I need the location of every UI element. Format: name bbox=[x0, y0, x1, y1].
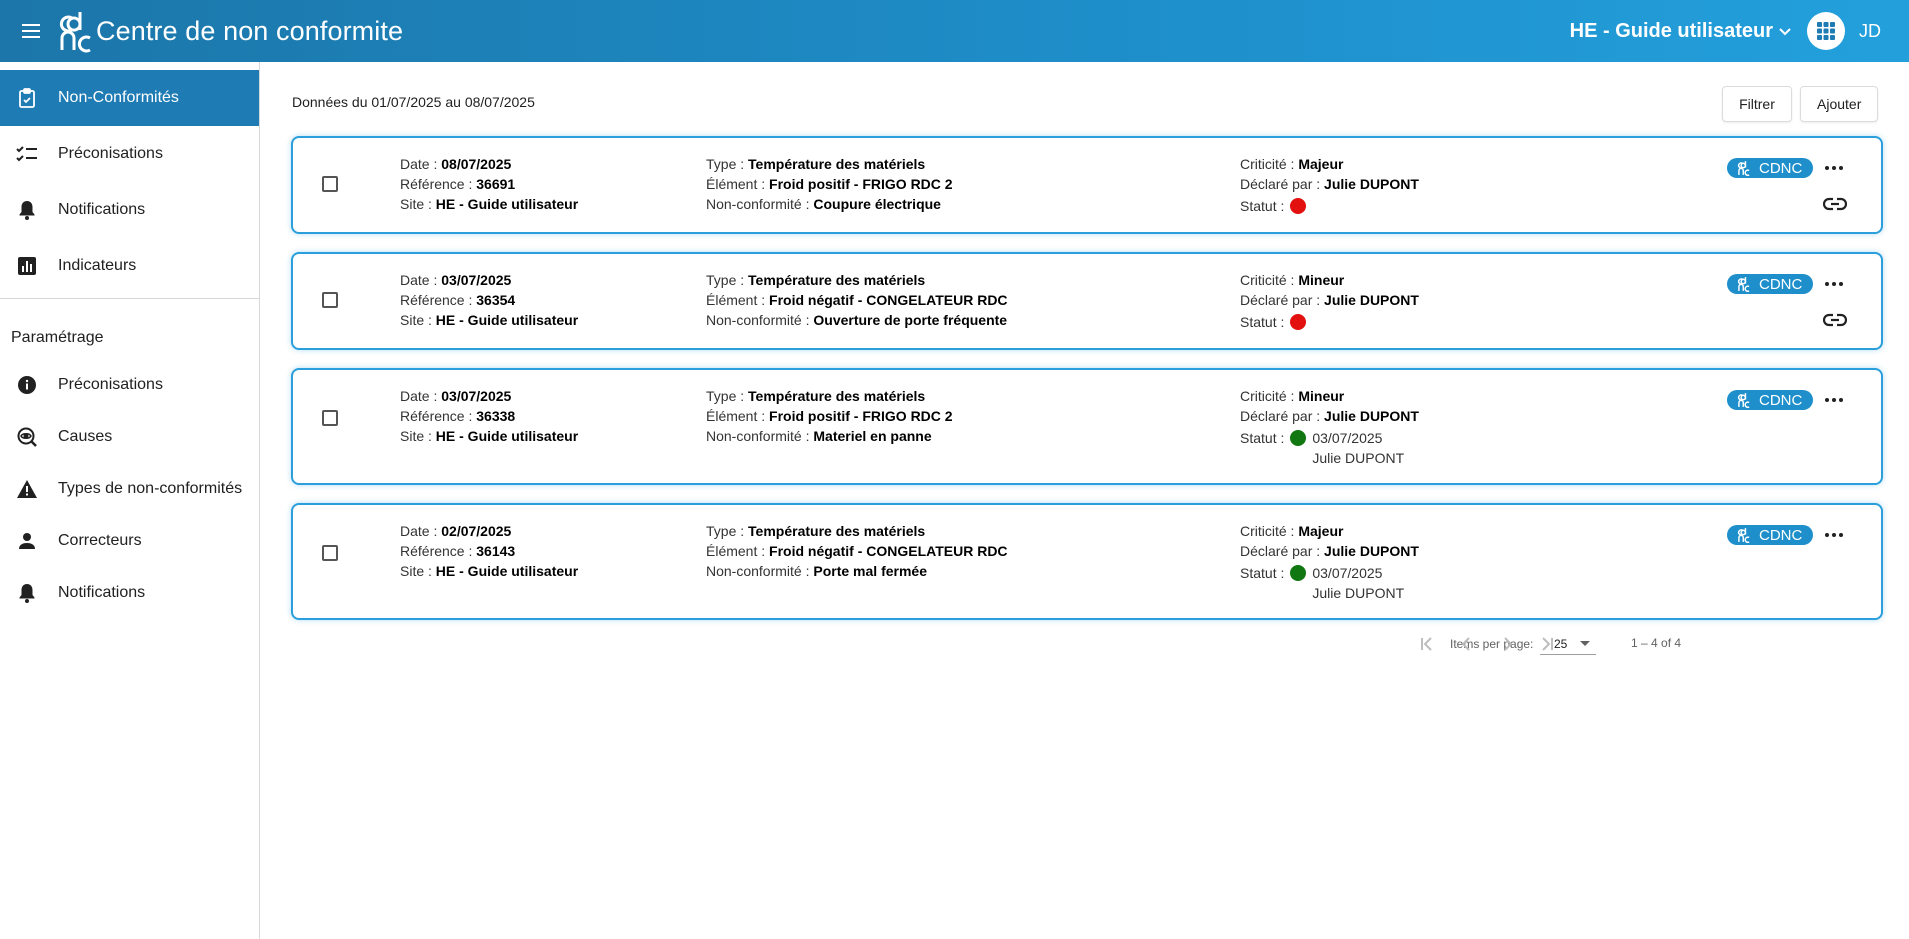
sidebar-item-label: Préconisations bbox=[58, 145, 163, 162]
status-label: Statut : bbox=[1240, 430, 1285, 446]
reference-row bbox=[400, 541, 578, 561]
cdnc-logo-icon bbox=[1737, 392, 1751, 408]
last-page-button[interactable] bbox=[1536, 633, 1558, 655]
info-icon bbox=[16, 374, 38, 396]
sidebar-item-label: Indicateurs bbox=[58, 257, 137, 274]
non-conformity-label: Non-conformité : bbox=[706, 196, 814, 212]
criticity-value: Majeur bbox=[1298, 156, 1344, 172]
declared-by-label: Déclaré par : bbox=[1240, 408, 1325, 424]
declared-by-label: Déclaré par : bbox=[1240, 176, 1325, 192]
reference-value: 36691 bbox=[476, 176, 516, 192]
criticity-value: Majeur bbox=[1298, 523, 1344, 539]
sidebar-item-label: Causes bbox=[58, 428, 113, 445]
status-indicator bbox=[1290, 198, 1306, 214]
cdnc-badge-label: CDNC bbox=[1759, 159, 1803, 177]
sidebar-item-notifications[interactable] bbox=[0, 182, 259, 238]
site-row bbox=[400, 310, 578, 330]
more-options-icon[interactable] bbox=[1822, 394, 1846, 406]
more-options-icon[interactable] bbox=[1822, 162, 1846, 174]
sidebar-item-label: Préconisations bbox=[58, 376, 163, 393]
date-value: 03/07/2025 bbox=[441, 272, 512, 288]
site-value: HE - Guide utilisateur bbox=[435, 563, 579, 579]
date-value: 08/07/2025 bbox=[441, 156, 512, 172]
status-label: Statut : bbox=[1240, 198, 1285, 214]
type-row bbox=[706, 270, 1008, 290]
chevron-down-icon bbox=[1777, 23, 1793, 39]
cdnc-logo-icon bbox=[1737, 276, 1751, 292]
sidebar-item-non-conformites[interactable] bbox=[0, 70, 259, 126]
status-info bbox=[1312, 563, 1404, 603]
card-column-info bbox=[400, 521, 578, 581]
top-app-bar bbox=[0, 0, 1909, 62]
criticity-row bbox=[1240, 521, 1419, 541]
first-page-button[interactable] bbox=[1416, 633, 1438, 655]
date-label: Date : bbox=[400, 388, 442, 404]
non-conformity-value: Coupure électrique bbox=[813, 196, 941, 212]
reference-label: Référence : bbox=[400, 176, 477, 192]
bar-chart-icon bbox=[16, 255, 38, 277]
non-conformity-card[interactable] bbox=[291, 136, 1883, 234]
person-icon bbox=[16, 530, 38, 552]
declared-by-row bbox=[1240, 290, 1419, 310]
element-row bbox=[706, 406, 953, 426]
status-label: Statut : bbox=[1240, 565, 1285, 581]
sidebar-item-label: Notifications bbox=[58, 201, 146, 218]
declared-by-value: Julie DUPONT bbox=[1324, 543, 1419, 559]
card-column-info bbox=[400, 270, 578, 330]
cdnc-logo-icon bbox=[1737, 160, 1751, 176]
page-range-label: 1 – 4 of 4 bbox=[1631, 636, 1682, 650]
more-options-icon[interactable] bbox=[1822, 529, 1846, 541]
status-row bbox=[1240, 563, 1419, 603]
type-row bbox=[706, 521, 1008, 541]
cdnc-logo-icon bbox=[1737, 527, 1751, 543]
reference-label: Référence : bbox=[400, 292, 477, 308]
criticity-label: Criticité : bbox=[1240, 523, 1299, 539]
declared-by-value: Julie DUPONT bbox=[1324, 292, 1419, 308]
card-column-details bbox=[706, 521, 1008, 581]
cdnc-badge bbox=[1727, 158, 1813, 178]
card-column-details bbox=[706, 154, 953, 214]
element-value: Froid négatif - CONGELATEUR RDC bbox=[769, 292, 1008, 308]
type-label: Type : bbox=[706, 156, 749, 172]
status-by: Julie DUPONT bbox=[1312, 450, 1405, 466]
cdnc-badge-label: CDNC bbox=[1759, 391, 1803, 409]
card-column-status bbox=[1240, 386, 1419, 468]
reference-value: 36354 bbox=[476, 292, 516, 308]
warning-icon bbox=[16, 478, 38, 500]
non-conformity-label: Non-conformité : bbox=[706, 563, 814, 579]
date-row bbox=[400, 386, 578, 406]
status-indicator bbox=[1290, 565, 1306, 581]
cdnc-badge bbox=[1727, 274, 1813, 294]
non-conformity-card[interactable] bbox=[291, 368, 1883, 485]
sidebar bbox=[0, 62, 260, 939]
sidebar-item-causes[interactable] bbox=[0, 411, 259, 463]
card-column-details bbox=[706, 386, 953, 446]
items-per-page-label: Items per page: bbox=[1450, 637, 1534, 651]
non-conformity-row bbox=[706, 561, 1008, 581]
declared-by-row bbox=[1240, 406, 1419, 426]
date-row bbox=[400, 154, 578, 174]
criticity-value: Mineur bbox=[1298, 272, 1345, 288]
sidebar-item-types-non-conformites[interactable] bbox=[0, 463, 259, 515]
select-checkbox[interactable] bbox=[322, 292, 338, 308]
sidebar-item-label: Correcteurs bbox=[58, 532, 142, 549]
reference-value: 36338 bbox=[476, 408, 516, 424]
non-conformity-row bbox=[706, 194, 953, 214]
criticity-label: Criticité : bbox=[1240, 272, 1299, 288]
declared-by-row bbox=[1240, 541, 1419, 561]
add-button[interactable]: Ajouter bbox=[1800, 86, 1878, 122]
element-label: Élément : bbox=[706, 543, 770, 559]
status-indicator bbox=[1290, 430, 1306, 446]
non-conformity-value: Materiel en panne bbox=[813, 428, 932, 444]
site-value: HE - Guide utilisateur bbox=[435, 428, 579, 444]
date-label: Date : bbox=[400, 523, 442, 539]
type-value: Température des matériels bbox=[748, 388, 926, 404]
date-range-label: Données du 01/07/2025 au 08/07/2025 bbox=[292, 94, 535, 110]
type-value: Température des matériels bbox=[748, 523, 926, 539]
link-icon[interactable] bbox=[1823, 196, 1847, 212]
type-value: Température des matériels bbox=[748, 156, 926, 172]
more-options-icon[interactable] bbox=[1822, 278, 1846, 290]
sidebar-item-correcteurs[interactable] bbox=[0, 515, 259, 567]
site-row bbox=[400, 561, 578, 581]
element-row bbox=[706, 290, 1008, 310]
status-label: Statut : bbox=[1240, 314, 1285, 330]
select-checkbox[interactable] bbox=[322, 545, 338, 561]
cdnc-badge-label: CDNC bbox=[1759, 526, 1803, 544]
declared-by-label: Déclaré par : bbox=[1240, 543, 1325, 559]
non-conformity-value: Ouverture de porte fréquente bbox=[813, 312, 1008, 328]
non-conformity-card[interactable] bbox=[291, 503, 1883, 620]
criticity-label: Criticité : bbox=[1240, 156, 1299, 172]
reference-row bbox=[400, 406, 578, 426]
criticity-row bbox=[1240, 386, 1419, 406]
first-page-icon bbox=[1418, 635, 1436, 653]
status-row bbox=[1240, 428, 1419, 468]
filter-button[interactable]: Filtrer bbox=[1722, 86, 1792, 122]
declared-by-row bbox=[1240, 174, 1419, 194]
element-row bbox=[706, 174, 953, 194]
status-row bbox=[1240, 196, 1419, 216]
sidebar-item-label: Types de non-conformités bbox=[58, 480, 243, 497]
sidebar-item-preconisations[interactable] bbox=[0, 126, 259, 182]
cdnc-badge-label: CDNC bbox=[1759, 275, 1803, 293]
type-row bbox=[706, 386, 953, 406]
app-title: Centre de non conformite bbox=[96, 15, 404, 46]
date-row bbox=[400, 521, 578, 541]
chevron-left-icon bbox=[1458, 635, 1476, 653]
element-value: Froid positif - FRIGO RDC 2 bbox=[769, 176, 953, 192]
status-info bbox=[1312, 428, 1404, 468]
sidebar-item-settings-notifications[interactable] bbox=[0, 567, 259, 619]
card-column-info bbox=[400, 154, 578, 214]
reference-row bbox=[400, 174, 578, 194]
non-conformity-row bbox=[706, 310, 1008, 330]
reference-label: Référence : bbox=[400, 408, 477, 424]
element-row bbox=[706, 541, 1008, 561]
reference-row bbox=[400, 290, 578, 310]
date-label: Date : bbox=[400, 156, 442, 172]
site-value: HE - Guide utilisateur bbox=[435, 312, 579, 328]
site-label: Site : bbox=[400, 428, 436, 444]
non-conformity-value: Porte mal fermée bbox=[813, 563, 927, 579]
declared-by-value: Julie DUPONT bbox=[1324, 176, 1419, 192]
apps-grid-button[interactable] bbox=[1807, 12, 1845, 50]
type-row bbox=[706, 154, 953, 174]
site-row bbox=[400, 194, 578, 214]
clipboard-icon bbox=[16, 87, 38, 109]
last-page-icon bbox=[1538, 635, 1556, 653]
element-label: Élément : bbox=[706, 292, 770, 308]
date-value: 03/07/2025 bbox=[441, 388, 512, 404]
next-page-button[interactable] bbox=[1496, 633, 1518, 655]
eye-search-icon bbox=[16, 426, 38, 448]
site-selector[interactable] bbox=[1570, 20, 1793, 43]
site-label: Site : bbox=[400, 196, 436, 212]
declared-by-value: Julie DUPONT bbox=[1324, 408, 1419, 424]
non-conformity-label: Non-conformité : bbox=[706, 428, 814, 444]
card-column-status bbox=[1240, 270, 1419, 332]
previous-page-button[interactable] bbox=[1456, 633, 1478, 655]
card-column-status bbox=[1240, 154, 1419, 216]
cdnc-logo-icon bbox=[58, 9, 94, 53]
site-label: Site : bbox=[400, 312, 436, 328]
criticity-row bbox=[1240, 270, 1419, 290]
site-row bbox=[400, 426, 578, 446]
cdnc-badge bbox=[1727, 390, 1813, 410]
status-date: 03/07/2025 bbox=[1312, 565, 1383, 581]
criticity-label: Criticité : bbox=[1240, 388, 1299, 404]
status-date: 03/07/2025 bbox=[1312, 430, 1383, 446]
chevron-right-icon bbox=[1498, 635, 1516, 653]
criticity-value: Mineur bbox=[1298, 388, 1345, 404]
sidebar-item-label: Non-Conformités bbox=[58, 89, 179, 106]
sidebar-item-settings-preconisations[interactable] bbox=[0, 359, 259, 411]
reference-label: Référence : bbox=[400, 543, 477, 559]
date-value: 02/07/2025 bbox=[441, 523, 512, 539]
date-label: Date : bbox=[400, 272, 442, 288]
non-conformity-label: Non-conformité : bbox=[706, 312, 814, 328]
paginator bbox=[261, 628, 1909, 658]
non-conformity-card[interactable] bbox=[291, 252, 1883, 350]
card-column-status bbox=[1240, 521, 1419, 603]
main-content bbox=[261, 62, 1909, 939]
select-checkbox[interactable] bbox=[322, 410, 338, 426]
element-label: Élément : bbox=[706, 176, 770, 192]
declared-by-label: Déclaré par : bbox=[1240, 292, 1325, 308]
element-label: Élément : bbox=[706, 408, 770, 424]
date-row bbox=[400, 270, 578, 290]
non-conformity-row bbox=[706, 426, 953, 446]
status-by: Julie DUPONT bbox=[1312, 585, 1405, 601]
user-avatar[interactable]: JD bbox=[1859, 20, 1881, 41]
status-row bbox=[1240, 312, 1419, 332]
menu-icon[interactable] bbox=[16, 16, 46, 46]
page-size-value: 25 bbox=[1554, 637, 1568, 651]
checklist-icon bbox=[16, 143, 38, 165]
sidebar-item-indicateurs[interactable] bbox=[0, 238, 259, 294]
sidebar-section-title: Paramétrage bbox=[11, 329, 104, 346]
site-value: HE - Guide utilisateur bbox=[435, 196, 579, 212]
type-label: Type : bbox=[706, 272, 749, 288]
type-label: Type : bbox=[706, 388, 749, 404]
card-column-info bbox=[400, 386, 578, 446]
site-label: Site : bbox=[400, 563, 436, 579]
element-value: Froid positif - FRIGO RDC 2 bbox=[769, 408, 953, 424]
type-label: Type : bbox=[706, 523, 749, 539]
apps-grid-icon bbox=[1816, 21, 1836, 41]
link-icon[interactable] bbox=[1823, 312, 1847, 328]
element-value: Froid négatif - CONGELATEUR RDC bbox=[769, 543, 1008, 559]
bell-icon bbox=[16, 199, 38, 221]
criticity-row bbox=[1240, 154, 1419, 174]
site-selector-label: HE - Guide utilisateur bbox=[1569, 19, 1773, 42]
card-column-details bbox=[706, 270, 1008, 330]
reference-value: 36143 bbox=[476, 543, 516, 559]
sidebar-item-label: Notifications bbox=[58, 584, 146, 601]
bell-icon bbox=[16, 582, 38, 604]
status-indicator bbox=[1290, 314, 1306, 330]
type-value: Température des matériels bbox=[748, 272, 926, 288]
cdnc-badge bbox=[1727, 525, 1813, 545]
dropdown-arrow-icon bbox=[1580, 641, 1590, 646]
select-checkbox[interactable] bbox=[322, 176, 338, 192]
